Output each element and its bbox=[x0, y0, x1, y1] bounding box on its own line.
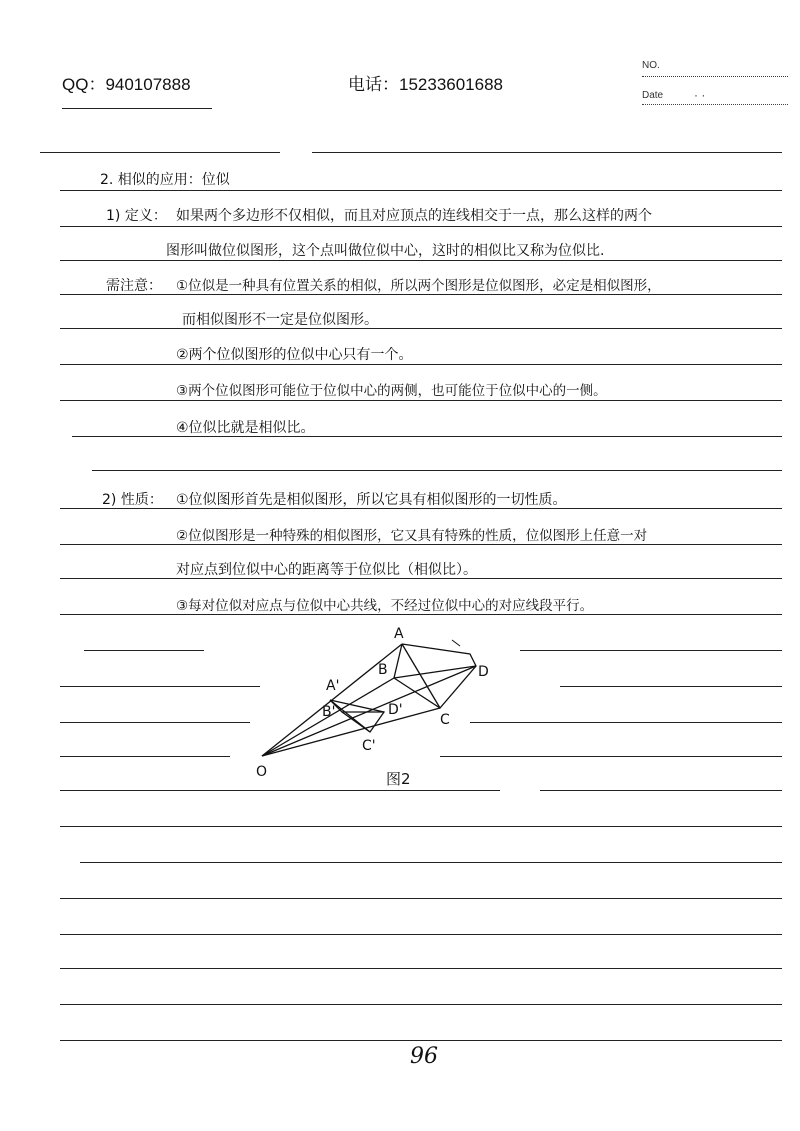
properties-label: 2) 性质： bbox=[102, 492, 163, 508]
attention-item-4: ④位似比就是相似比。 bbox=[176, 420, 315, 436]
label-D-prime: D' bbox=[388, 702, 403, 718]
label-A-prime: A' bbox=[326, 678, 340, 694]
attention-item-1-line-2: 而相似图形不一定是位似图形。 bbox=[182, 312, 378, 328]
label-C-prime: C' bbox=[362, 738, 376, 754]
label-C: C bbox=[440, 712, 450, 728]
definition-label: 1) 定义： bbox=[106, 208, 167, 224]
properties-item-1: ①位似图形首先是相似图形，所以它具有相似图形的一切性质。 bbox=[176, 492, 567, 508]
date-label: Date bbox=[642, 90, 664, 101]
section-heading: 2. 相似的应用：位似 bbox=[100, 172, 230, 188]
pen-mark bbox=[452, 640, 460, 646]
attention-item-2: ②两个位似图形的位似中心只有一个。 bbox=[176, 347, 413, 363]
page-number: 96 bbox=[410, 1044, 438, 1069]
attention-label: 需注意： bbox=[106, 278, 162, 294]
label-B-prime: B' bbox=[322, 704, 336, 720]
attention-item-1-line-1: ①位似是一种具有位置关系的相似，所以两个图形是位似图形，必定是相似图形， bbox=[176, 278, 661, 294]
phone-contact: 电话：15233601688 bbox=[348, 75, 504, 94]
properties-item-2-line-1: ②位似图形是一种特殊的相似图形，它又具有特殊的性质，位似图形上任意一对 bbox=[176, 528, 648, 544]
no-label: NO. bbox=[642, 60, 660, 71]
ray-OC bbox=[262, 708, 440, 756]
label-O: O bbox=[256, 764, 268, 780]
definition-line-1: 如果两个多边形不仅相似，而且对应顶点的连线相交于一点，那么这样的两个 bbox=[176, 208, 652, 224]
diag-BD bbox=[394, 666, 476, 678]
attention-item-3: ③两个位似图形可能位于位似中心的两侧，也可能位于位似中心的一侧。 bbox=[176, 383, 607, 399]
properties-item-2-line-2: 对应点到位似中心的距离等于位似比（相似比）。 bbox=[176, 562, 477, 578]
definition-line-2: 图形叫做位似图形，这个点叫做位似中心，这时的相似比又称为位似比. bbox=[166, 243, 605, 259]
figure-caption: 图2 bbox=[386, 770, 411, 788]
qq-contact: QQ：940107888 bbox=[62, 75, 191, 94]
date-dots: · · bbox=[694, 88, 706, 102]
label-B: B bbox=[378, 662, 388, 678]
label-D: D bbox=[478, 664, 489, 680]
properties-item-3: ③每对位似对应点与位似中心共线，不经过位似中心的对应线段平行。 bbox=[176, 598, 594, 614]
label-A: A bbox=[394, 626, 404, 642]
